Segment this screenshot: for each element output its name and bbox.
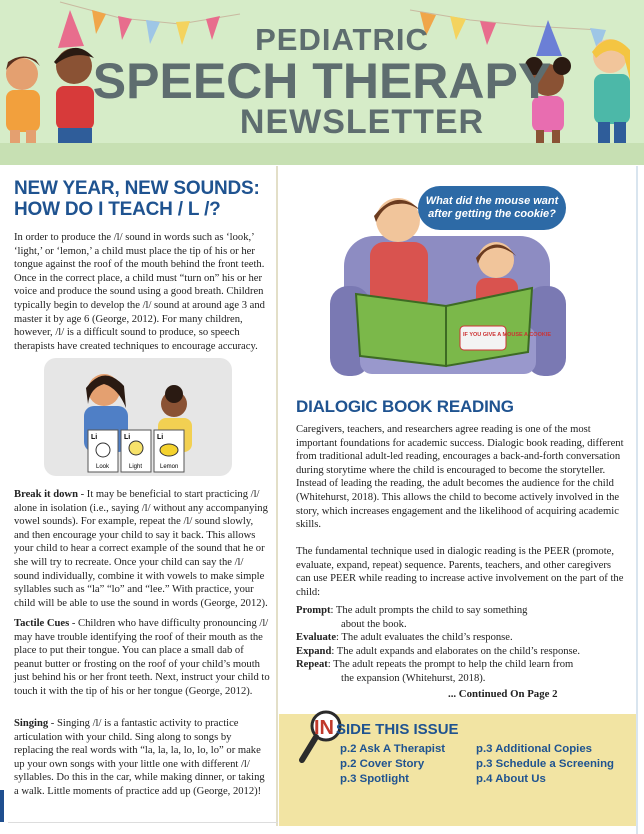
peer-term: Prompt [296, 605, 331, 616]
bottom-rule [8, 822, 278, 823]
tutor-child-image [44, 358, 232, 476]
peer-list [296, 604, 628, 686]
card-word-2: Light [129, 464, 143, 470]
section-break-it-down [14, 488, 270, 610]
column-divider [276, 166, 278, 826]
peer-term: Repeat [296, 659, 328, 671]
section-heading: Singing [14, 718, 49, 729]
section-tactile-cues [14, 617, 270, 699]
section-heading: Break it down [14, 489, 78, 500]
peer-term: Evaluate [296, 632, 337, 644]
flash-cards [88, 430, 184, 472]
card-word-3: Lemon [160, 464, 179, 470]
peer-term: Expand [296, 645, 332, 657]
inside-title-rest: SIDE THIS ISSUE [336, 721, 459, 738]
section-text: - Children who have difficulty pronouncing /l/ may have trouble identifying the roof of their mouth as the place to put their tongue. You can place a small dab of peanut butter or frosting on the roof of your child’s mouth just behind his or her front teeth. Next, instruct your child to touch it with the tip of his or her tongue (George, 2012). [14, 618, 270, 697]
peer-item-repeat-cont: the expansion (Whitehurst, 2018). [341, 672, 486, 684]
banner-title-line3: NEWSLETTER [239, 103, 485, 141]
speech-bubble: What did the mouse want after getting the cookie? [418, 186, 566, 230]
card-letter-1: Li [91, 434, 98, 441]
section-heading: Tactile Cues [14, 618, 70, 629]
inside-this-issue-title [316, 717, 459, 740]
inside-item[interactable]: p.4 About Us [476, 773, 546, 785]
peer-desc: : The adult prompts the child to say something [330, 605, 528, 616]
peer-item-expand [296, 645, 628, 659]
inside-list-left [340, 742, 445, 787]
left-article-title-line1: NEW YEAR, NEW SOUNDS: [14, 178, 260, 199]
section-text: - Singing /l/ is a fantastic activity to practice articulation with your child. Sing along to songs by replacing the real words with “la, la, la, lo, lo, lo” or make up your own songs with your little one with different /l/ syllables. Do this in the car, while making dinner, or taking a walk. Little moments of practice add up (George, 2012)! [14, 718, 265, 797]
book-title: IF YOU GIVE A MOUSE A COOKIE [463, 332, 552, 338]
peer-item-prompt [296, 604, 628, 618]
left-edge-accent [0, 790, 4, 822]
inside-item[interactable]: p.2 Cover Story [340, 758, 425, 770]
inside-list-right [476, 742, 614, 787]
right-edge [636, 166, 638, 834]
right-article-para2: The fundamental technique used in dialogic reading is the PEER (promote, evaluate, expand, repeat) sequence. Parents, teachers, and other caregivers can use PEER while reading to increase active involvement on the part of the child: [296, 546, 624, 598]
peer-item-repeat [296, 658, 628, 672]
newsletter-banner [0, 0, 644, 165]
right-article-title: DIALOGIC BOOK READING [296, 397, 514, 416]
card-letter-3: Li [157, 434, 164, 441]
inside-item[interactable]: p.3 Additional Copies [476, 743, 593, 755]
banner-title-line2: SPEECH THERAPY [92, 53, 552, 109]
left-article-title-line2: HOW DO I TEACH / L /? [14, 199, 221, 220]
left-article-heading [14, 178, 268, 220]
peer-desc: : The adult repeats the prompt to help the child learn from [327, 659, 574, 671]
left-article-intro: In order to produce the /l/ sound in words such as ‘look,’ ‘light,’ or ‘lemon,’ a child must place the tip of his or her tongue against the roof of the mouth behind the front teeth. Once in the correct place, a child must “turn on” his or her voice and produce the sound using a good breath. Children typically begin to develop the /l/ sound at around age 3 and master it by age 6 (George, 2012). For many children, however, /l/ is a difficult sound to produce, so speech therapists have created techniques to encourage accuracy. [14, 232, 265, 352]
inside-item[interactable]: p.3 Schedule a Screening [476, 758, 615, 770]
right-article-para1: Caregivers, teachers, and researchers agree reading is one of the most important foundations for academic success. Dialogic book reading, different from traditional adult-led reading, encourages a back-and-forth conversation during storytime where the child is encouraged to become the storyteller. Instead of leading the reading, the adult becomes the audience for the child (Whitehurst, 2018). This allows the child to become actively involved in the story, which increases engagement and the likelihood of acquiring academic skills. [296, 424, 624, 531]
tutor-child-illustration [44, 358, 232, 476]
inside-item[interactable]: p.3 Spotlight [340, 773, 409, 785]
peer-desc: : The adult evaluates the child’s response. [336, 632, 513, 644]
section-text: - It may be beneficial to start practicing /l/ alone in isolation (i.e., saying /l/ without any accompanying vowel sounds). For example, repeat the /l/ sound slowly, and then encourage your child to say it back. This allows your child to hear a correct example of the sound that he or she will try to recreate. Once your child can say the /l/ sound individually, combine it with vowels to make simple syllables such as “la” “lo” and “lee.” With practice, your child will be able to use the sound in words (George, 2012). [14, 489, 268, 609]
inside-item[interactable]: p.2 Ask A Therapist [340, 743, 446, 755]
inside-title-in: IN [314, 717, 334, 739]
peer-item-prompt-cont: about the book. [341, 618, 407, 630]
card-word-1: Look [96, 464, 110, 470]
banner-floor [0, 143, 644, 165]
peer-item-evaluate [296, 631, 628, 645]
section-singing [14, 717, 270, 799]
card-letter-2: Li [124, 434, 131, 441]
peer-desc: : The adult expands and elaborates on the child’s response. [331, 645, 581, 657]
banner-title-line1: PEDIATRIC [255, 22, 429, 57]
continued-link[interactable]: ... Continued On Page 2 [448, 688, 558, 700]
